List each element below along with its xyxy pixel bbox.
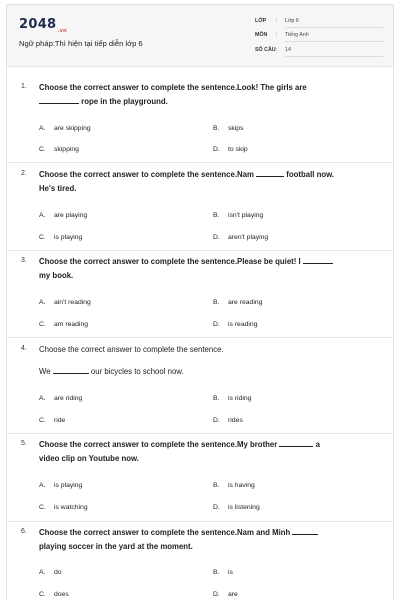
option-letter: D. <box>213 321 220 328</box>
option-a[interactable] <box>39 125 91 132</box>
question-text-part: We <box>39 367 51 376</box>
answer-blank <box>256 169 284 177</box>
option-text: is listening <box>228 504 260 511</box>
option-a[interactable] <box>39 482 82 489</box>
option-text: skipping <box>54 146 79 153</box>
option-letter: D. <box>213 234 220 241</box>
option-text: is <box>228 569 233 576</box>
question-number: 4. <box>21 345 27 352</box>
question-number: 2. <box>21 170 27 177</box>
question-text <box>39 438 379 466</box>
option-text: is riding <box>228 395 252 402</box>
question-text <box>39 168 379 196</box>
question-text-part: Choose the correct answer to complete the sentence.Look! The girls are <box>39 83 307 92</box>
option-letter: B. <box>213 212 220 219</box>
option-c[interactable] <box>39 321 88 328</box>
option-text: to skip <box>228 146 248 153</box>
option-letter: B. <box>213 569 220 576</box>
option-text: ride <box>54 417 66 424</box>
question-text-part: playing soccer in the yard at the moment. <box>39 542 193 551</box>
option-text: is watching <box>54 504 88 511</box>
question-sentence <box>39 365 379 379</box>
option-a[interactable] <box>39 212 87 219</box>
option-letter: D. <box>213 417 220 424</box>
question-text <box>39 255 379 283</box>
option-text: is playing <box>54 234 83 241</box>
answer-blank <box>39 96 79 104</box>
option-letter: B. <box>213 299 220 306</box>
option-letter: A. <box>39 125 46 132</box>
option-text: are playing <box>54 212 88 219</box>
option-text: is having <box>228 482 255 489</box>
option-c[interactable] <box>39 504 88 511</box>
meta-value: Tiếng Anh <box>285 32 309 38</box>
answer-blank <box>303 256 333 264</box>
question-text-part: video clip on Youtube now. <box>39 454 139 463</box>
question-number: 1. <box>21 83 27 90</box>
option-b[interactable] <box>213 395 251 402</box>
option-b[interactable] <box>213 299 262 306</box>
option-letter: A. <box>39 212 46 219</box>
option-a[interactable] <box>39 299 91 306</box>
option-letter: D. <box>213 504 220 511</box>
option-letter: A. <box>39 482 46 489</box>
option-letter: A. <box>39 569 46 576</box>
answer-blank <box>279 439 313 447</box>
option-d[interactable] <box>213 417 243 424</box>
option-b[interactable] <box>213 569 233 576</box>
option-letter: C. <box>39 321 46 328</box>
question-text-part: He's tired. <box>39 184 77 193</box>
option-letter: C. <box>39 504 46 511</box>
meta-value: Lớp 6 <box>285 18 299 24</box>
meta-key: MÔN <box>255 32 268 38</box>
question-text-part: my book. <box>39 271 74 280</box>
option-d[interactable] <box>213 234 268 241</box>
option-text: do <box>54 569 62 576</box>
question-text-part: football now. <box>286 170 335 179</box>
question-text-part: Choose the correct answer to complete the sentence.My brother <box>39 440 278 449</box>
question-divider <box>7 433 393 434</box>
question-text-part: Choose the correct answer to complete the sentence.Nam and Minh <box>39 528 291 537</box>
meta-underline <box>285 56 383 57</box>
option-text: does <box>54 591 69 598</box>
meta-key: SỐ CÂU <box>255 47 276 53</box>
question-text-part: Choose the correct answer to complete the sentence.Nam <box>39 170 254 179</box>
meta-colon: : <box>276 47 278 53</box>
question-divider <box>7 521 393 522</box>
meta-colon: : <box>276 18 278 24</box>
question-number: 3. <box>21 257 27 264</box>
option-d[interactable] <box>213 146 248 153</box>
answer-blank <box>53 366 89 374</box>
option-text: is reading <box>228 321 258 328</box>
option-c[interactable] <box>39 146 79 153</box>
option-a[interactable] <box>39 569 62 576</box>
answer-blank <box>292 527 318 535</box>
meta-underline <box>285 41 383 42</box>
option-b[interactable] <box>213 125 244 132</box>
site-logo[interactable] <box>19 17 67 34</box>
question-divider <box>7 162 393 163</box>
option-d[interactable] <box>213 591 238 598</box>
option-letter: B. <box>213 482 220 489</box>
option-letter: C. <box>39 146 46 153</box>
question-divider <box>7 337 393 338</box>
question-text-part: Choose the correct answer to complete the sentence. <box>39 345 224 354</box>
question-number: 5. <box>21 440 27 447</box>
option-letter: A. <box>39 299 46 306</box>
option-c[interactable] <box>39 417 65 424</box>
meta-key: LỚP <box>255 18 267 24</box>
meta-colon: : <box>276 32 278 38</box>
question-text-part: Choose the correct answer to complete the sentence.Please be quiet! I <box>39 257 301 266</box>
option-text: are <box>228 591 238 598</box>
question-text-part: rope in the playground. <box>81 97 168 106</box>
option-text: ain't reading <box>54 299 91 306</box>
option-letter: D. <box>213 146 220 153</box>
option-text: are skipping <box>54 125 91 132</box>
option-letter: B. <box>213 125 220 132</box>
option-text: skips <box>228 125 244 132</box>
option-d[interactable] <box>213 321 257 328</box>
option-text: aren't playing <box>228 234 269 241</box>
question-text <box>39 526 379 554</box>
option-c[interactable] <box>39 591 69 598</box>
option-letter: C. <box>39 234 46 241</box>
question-divider <box>7 250 393 251</box>
meta-value: 14 <box>285 47 291 53</box>
option-letter: A. <box>39 395 46 402</box>
option-text: is playing <box>54 482 83 489</box>
option-text: isn't playing <box>228 212 264 219</box>
worksheet-page <box>6 4 394 600</box>
option-letter: C. <box>39 591 46 598</box>
worksheet-header <box>7 5 393 67</box>
option-b[interactable] <box>213 482 255 489</box>
question-number: 6. <box>21 528 27 535</box>
option-c[interactable] <box>39 234 82 241</box>
option-letter: B. <box>213 395 220 402</box>
meta-underline <box>285 27 383 28</box>
option-b[interactable] <box>213 212 263 219</box>
question-text-part: a <box>315 440 320 449</box>
option-text: rides <box>228 417 243 424</box>
question-text <box>39 343 379 357</box>
question-text <box>39 81 379 109</box>
option-text: are riding <box>54 395 83 402</box>
option-text: are reading <box>228 299 263 306</box>
logo-suffix: .vn <box>57 27 68 34</box>
option-letter: D. <box>213 591 220 598</box>
option-d[interactable] <box>213 504 260 511</box>
worksheet-title: Ngữ pháp:Thì hiện tại tiếp diễn lớp 6 <box>19 39 143 48</box>
option-a[interactable] <box>39 395 82 402</box>
option-letter: C. <box>39 417 46 424</box>
question-text-part: our bicycles to school now. <box>90 367 184 376</box>
option-text: am reading <box>54 321 89 328</box>
logo-text: 2048 <box>19 17 57 32</box>
